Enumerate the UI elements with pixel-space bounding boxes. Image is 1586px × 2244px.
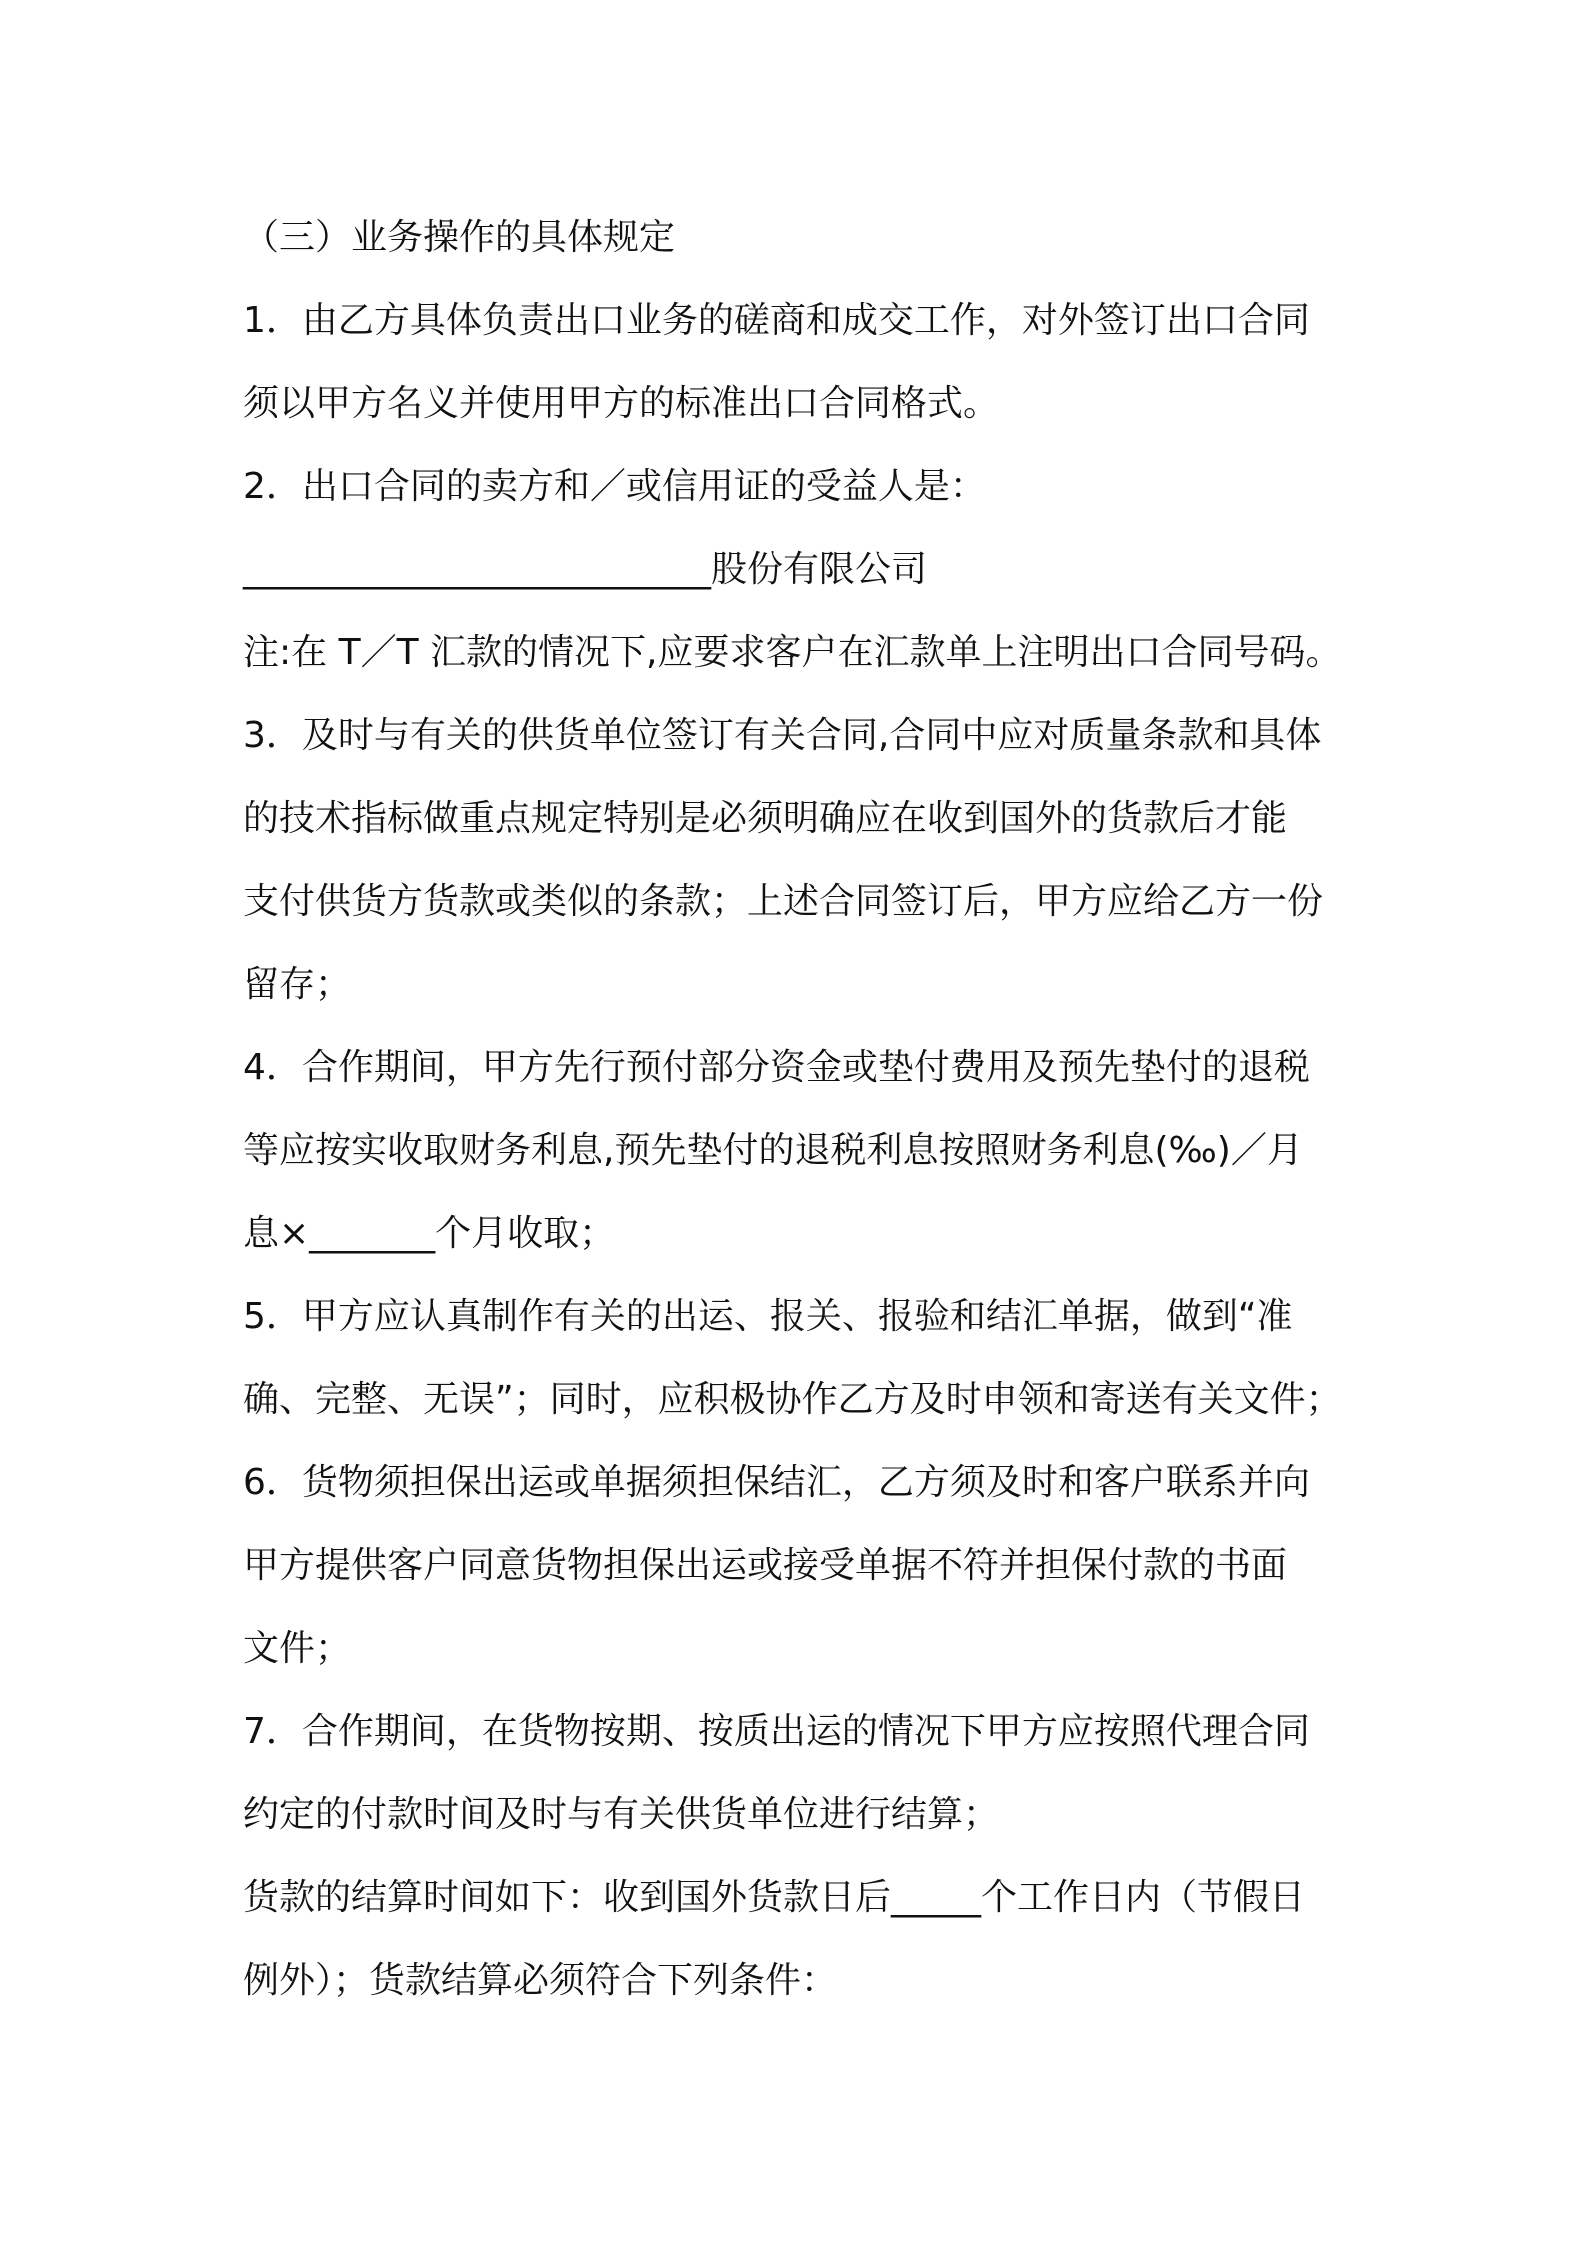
section-heading: （三）业务操作的具体规定	[243, 217, 676, 258]
clause-7-line-1: 7．合作期间，在货物按期、按质出运的情况下甲方应按照代理合同	[243, 1711, 1310, 1752]
clause-4-line-2: 等应按实收取财务利息,预先垫付的退税利息按照财务利息(‰)／月	[243, 1130, 1303, 1171]
settlement-line-1: 货款的结算时间如下：收到国外货款日后_____个工作日内（节假日	[243, 1877, 1306, 1918]
clause-3-line-4: 留存；	[243, 964, 352, 1005]
clause-1-line-1: 1．由乙方具体负责出口业务的磋商和成交工作，对外签订出口合同	[243, 300, 1310, 341]
clause-7-line-2: 约定的付款时间及时与有关供货单位进行结算；	[243, 1794, 1000, 1835]
clause-2-note: 注:在 T／T 汇款的情况下,应要求客户在汇款单上注明出口合同号码。	[243, 632, 1342, 673]
document-body	[243, 196, 1363, 2022]
clause-6-line-1: 6．货物须担保出运或单据须担保结汇，乙方须及时和客户联系并向	[243, 1462, 1310, 1503]
clause-5-line-1: 5．甲方应认真制作有关的出运、报关、报验和结汇单据，做到“准	[243, 1296, 1293, 1337]
clause-4-line-1: 4．合作期间，甲方先行预付部分资金或垫付费用及预先垫付的退税	[243, 1047, 1310, 1088]
clause-3-line-2: 的技术指标做重点规定特别是必须明确应在收到国外的货款后才能	[243, 798, 1288, 839]
clause-5-line-2: 确、完整、无误”；同时，应积极协作乙方及时申领和寄送有关文件；	[243, 1379, 1342, 1420]
clause-1-line-2: 须以甲方名义并使用甲方的标准出口合同格式。	[243, 383, 1000, 424]
clause-6-line-2: 甲方提供客户同意货物担保出运或接受单据不符并担保付款的书面	[243, 1545, 1288, 1586]
clause-4-line-3: 息×_______个月收取；	[243, 1213, 616, 1254]
clause-2-line-1: 2．出口合同的卖方和／或信用证的受益人是：	[243, 466, 986, 507]
clause-2-company-blank: __________________________股份有限公司	[243, 549, 928, 590]
settlement-line-2: 例外）；货款结算必须符合下列条件：	[243, 1960, 838, 2001]
clause-3-line-3: 支付供货方货款或类似的条款；上述合同签订后，甲方应给乙方一份	[243, 881, 1324, 922]
clause-6-line-3: 文件；	[243, 1628, 352, 1669]
clause-3-line-1: 3．及时与有关的供货单位签订有关合同,合同中应对质量条款和具体	[243, 715, 1322, 756]
